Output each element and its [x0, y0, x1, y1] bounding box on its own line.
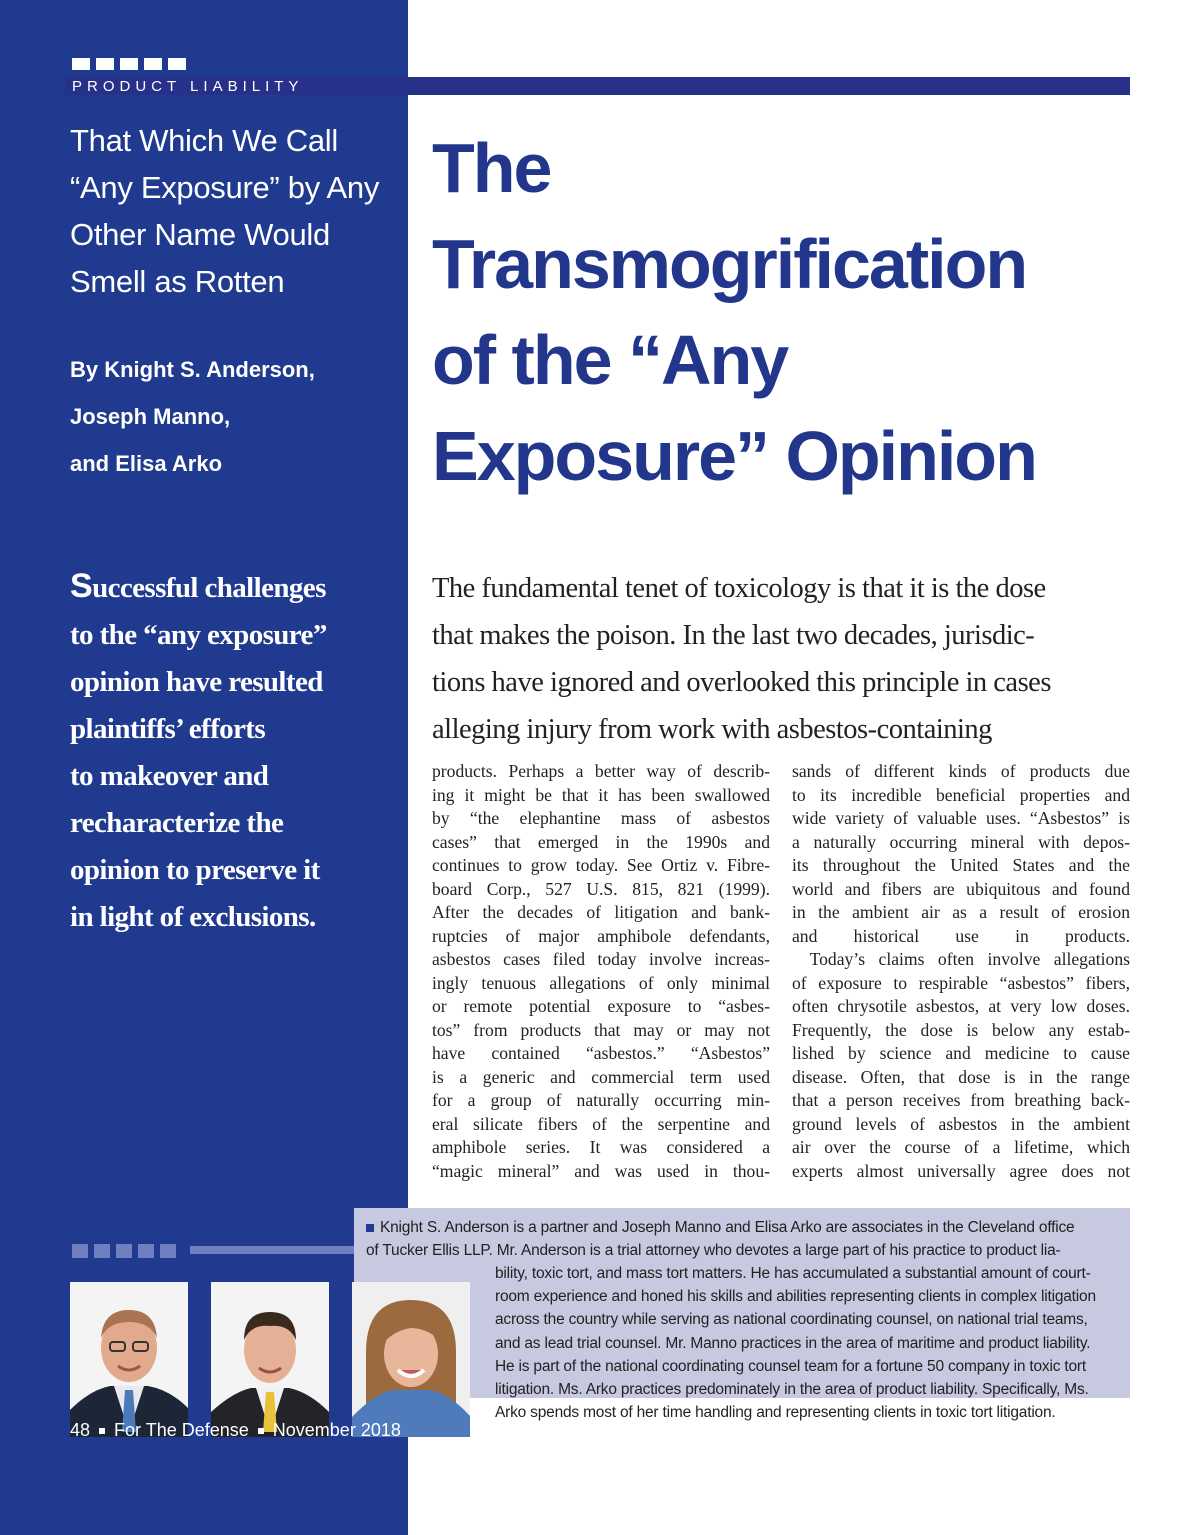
author-line: By Knight S. Anderson,: [70, 357, 315, 382]
text-line: and historical use in products.: [792, 925, 1130, 946]
text-line: room experience and honed his skills and abilities representing clients in complex litigation: [495, 1288, 1096, 1306]
text-line: board Corp., 527 U.S. 815, 821 (1999).: [432, 878, 770, 899]
text-line: ingly tenuous allegations of only minimal: [432, 972, 770, 993]
text-line: ruptcies of major amphibole defendants,: [432, 925, 770, 946]
text-line: ing it might be that it has been swallowed: [432, 784, 770, 805]
text-line: by “the elephantine mass of asbestos: [432, 808, 770, 828]
text-line: air over the course of a lifetime, which: [792, 1137, 1130, 1157]
text-line: disease. Often, that dose is in the range: [792, 1066, 1130, 1087]
text-line: world and fibers are ubiquitous and found: [792, 878, 1130, 899]
text-line: a naturally occurring mineral with depos-: [792, 831, 1130, 852]
author-line: and Elisa Arko: [70, 451, 223, 476]
article-title: The Transmogrification of the “Any Exposure” Opinion: [432, 129, 1036, 495]
text-line: ground levels of asbestos in the ambient: [792, 1113, 1130, 1134]
drop-cap: S: [70, 567, 93, 605]
text-line: or remote potential exposure to “asbes-: [432, 996, 770, 1016]
text-line: and as lead trial counsel. Mr. Manno practices in the area of maritime and product liability.: [495, 1334, 1091, 1352]
author-bio-rest: [495, 1262, 1096, 1424]
text-line: After the decades of litigation and bank-: [432, 902, 770, 922]
text-line: wide variety of valuable uses. “Asbestos” is: [792, 808, 1130, 828]
text-line: for a group of naturally occurring min-: [432, 1090, 770, 1110]
separator-square-icon: [99, 1428, 105, 1434]
text-line: across the country while serving as national coordinating counsel, on national trial teams,: [495, 1311, 1088, 1329]
text-line: He is part of the national coordinating counsel team for a fortune 50 company in toxic tort: [495, 1357, 1086, 1375]
pull-quote: Successful challenges to the “any exposure” opinion have resulted plaintiffs’ efforts to makeover and recharacterize the opinion to preserve it in light of exclusions.: [70, 567, 327, 933]
text-line: Today’s claims often involve allegations: [792, 949, 1130, 969]
author-photo-arko: [352, 1282, 470, 1437]
issue-date: November 2018: [272, 1420, 401, 1440]
text-line: experts almost universally agree does not: [792, 1160, 1130, 1181]
text-line: “magic mineral” and was used in thou-: [432, 1160, 770, 1181]
text-line: continues to grow today. See Ortiz v. Fibre-: [432, 855, 770, 875]
text-line: is a generic and commercial term used: [432, 1066, 770, 1087]
publication-name: For The Defense: [114, 1420, 249, 1440]
text-line: Frequently, the dose is below any estab-: [792, 1019, 1130, 1040]
author-photo-anderson: [70, 1282, 188, 1437]
article-subtitle: That Which We Call “Any Exposure” by Any Other Name Would Smell as Rotten: [70, 123, 380, 299]
body-column-1: [432, 760, 770, 1183]
text-line: eral silicate fibers of the serpentine and: [432, 1113, 770, 1134]
page-footer: [70, 1420, 401, 1441]
author-photo-manno: [211, 1282, 329, 1437]
bullet-square-icon: [366, 1224, 374, 1232]
author-bio-top: Knight S. Anderson is a partner and Joseph Manno and Elisa Arko are associates in the Cleveland office of Tucker Ellis LLP. Mr. Anderson is a trial attorney who devotes a large part of his practice to product lia-: [366, 1219, 1075, 1260]
bio-rule: [190, 1246, 360, 1254]
text-line: its throughout the United States and the: [792, 855, 1130, 875]
page-number: 48: [70, 1420, 91, 1440]
text-line: asbestos cases filed today involve increas-: [432, 949, 770, 969]
text-line: sands of different kinds of products due: [792, 761, 1130, 781]
section-label: PRODUCT LIABILITY: [72, 78, 304, 95]
text-line: that a person receives from breathing back-: [792, 1090, 1130, 1110]
lead-paragraph: The fundamental tenet of toxicology is that it is the dose that makes the poison. In the last two decades, jurisdic- tions have ignored and overlooked this principle in cases alleging injury from work with asbestos-containing: [432, 573, 1051, 745]
text-line: lished by science and medicine to cause: [792, 1043, 1130, 1063]
bio-squares: [72, 1244, 176, 1258]
text-line: to its incredible beneficial properties and: [792, 784, 1130, 805]
text-line: have contained “asbestos.” “Asbestos”: [432, 1043, 770, 1063]
text-line: products. Perhaps a better way of describ-: [432, 761, 770, 781]
text-line: amphibole series. It was considered a: [432, 1137, 770, 1157]
text-line: litigation. Ms. Arko practices predominately in the area of product liability. Specifically, Ms.: [495, 1381, 1089, 1399]
author-line: Joseph Manno,: [70, 404, 231, 429]
text-line: of exposure to respirable “asbestos” fibers,: [792, 972, 1130, 993]
body-column-2: [792, 760, 1130, 1183]
text-line: bility, toxic tort, and mass tort matters. He has accumulated a substantial amount of court-: [495, 1265, 1091, 1282]
separator-square-icon: [258, 1428, 264, 1434]
text-line: tos” from products that may or may not: [432, 1019, 770, 1040]
section-squares: [72, 58, 186, 70]
text-line: often chrysotile asbestos, at very low doses.: [792, 996, 1130, 1016]
text-line: cases” that emerged in the 1990s and: [432, 831, 770, 852]
authors: [70, 346, 390, 487]
text-line: in the ambient air as a result of erosion: [792, 902, 1130, 922]
text-line: Arko spends most of her time handling and representing clients in toxic tort litigation.: [495, 1404, 1056, 1422]
